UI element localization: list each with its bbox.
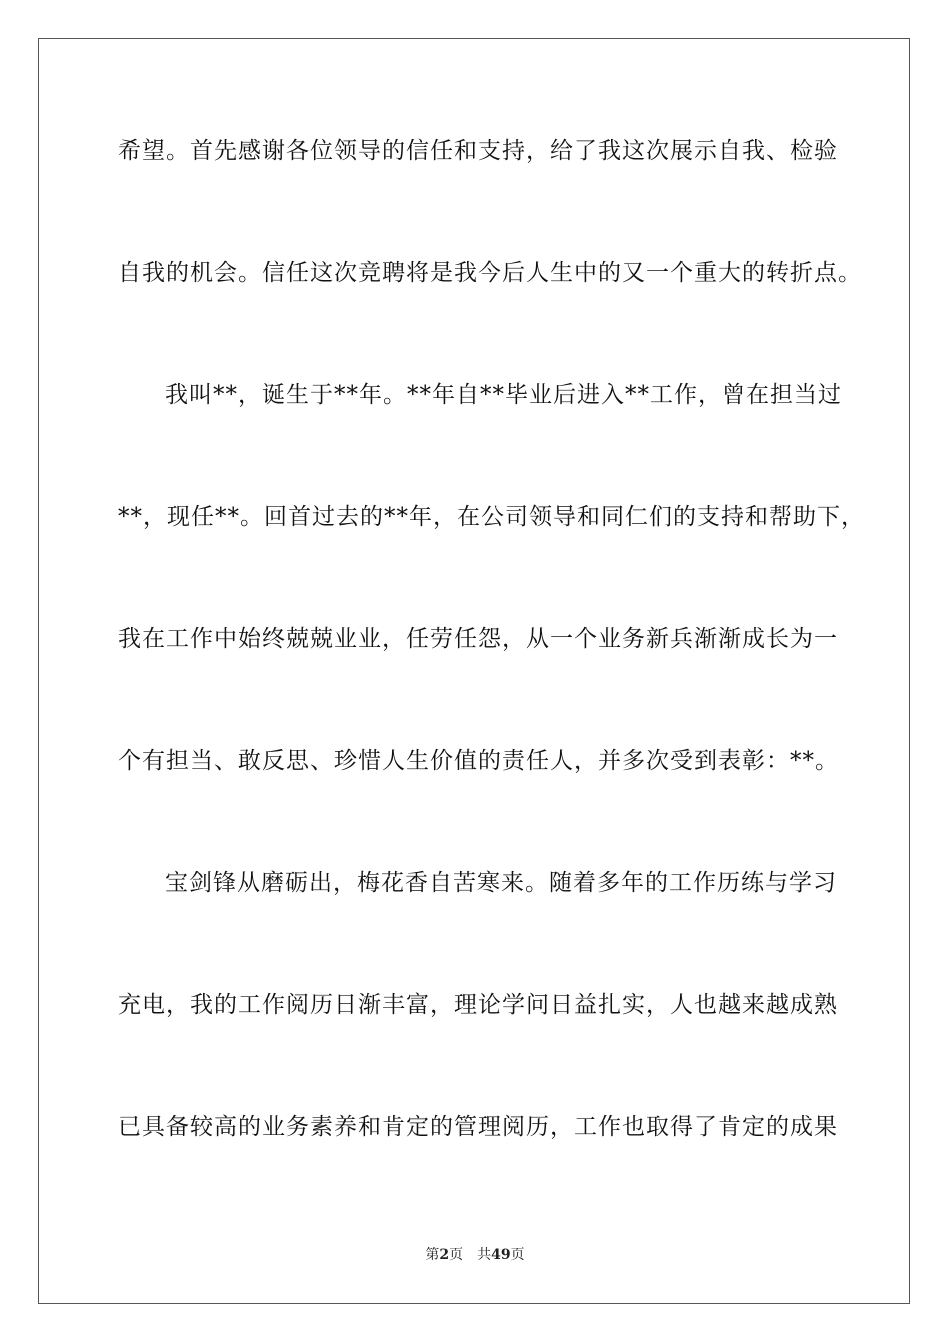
paragraph-line-2: 自我的机会。信任这次竞聘将是我今后人生中的又一个重大的转折点。 (118, 260, 862, 286)
footer-page-number: 2 (439, 1247, 450, 1263)
footer-total-prefix: 共 (477, 1247, 492, 1263)
page-footer (0, 1245, 950, 1265)
footer-total-suffix: 页 (510, 1247, 525, 1263)
paragraph-line-1: 希望。首先感谢各位领导的信任和支持，给了我这次展示自我、检验 (118, 138, 838, 164)
paragraph-line-5: 我在工作中始终兢兢业业，任劳任怨，从一个业务新兵渐渐成长为一 (118, 626, 838, 652)
paragraph-line-7: 宝剑锋从磨砺出，梅花香自苦寒来。随着多年的工作历练与学习 (165, 870, 837, 896)
paragraph-line-4: **，现任**。回首过去的**年，在公司领导和同仁们的支持和帮助下， (118, 504, 865, 530)
paragraph-line-3: 我叫**，诞生于**年。**年自**毕业后进入**工作，曾在担当过 (165, 382, 842, 408)
footer-page-suffix: 页 (449, 1247, 464, 1263)
paragraph-line-8: 充电，我的工作阅历日渐丰富，理论学问日益扎实，人也越来越成熟 (118, 992, 838, 1018)
paragraph-line-9: 已具备较高的业务素养和肯定的管理阅历，工作也取得了肯定的成果 (118, 1114, 838, 1140)
footer-page-prefix: 第 (425, 1247, 440, 1263)
footer-total-number: 49 (491, 1247, 511, 1263)
paragraph-line-6: 个有担当、敢反思、珍惜人生价值的责任人，并多次受到表彰：**。 (118, 748, 839, 774)
